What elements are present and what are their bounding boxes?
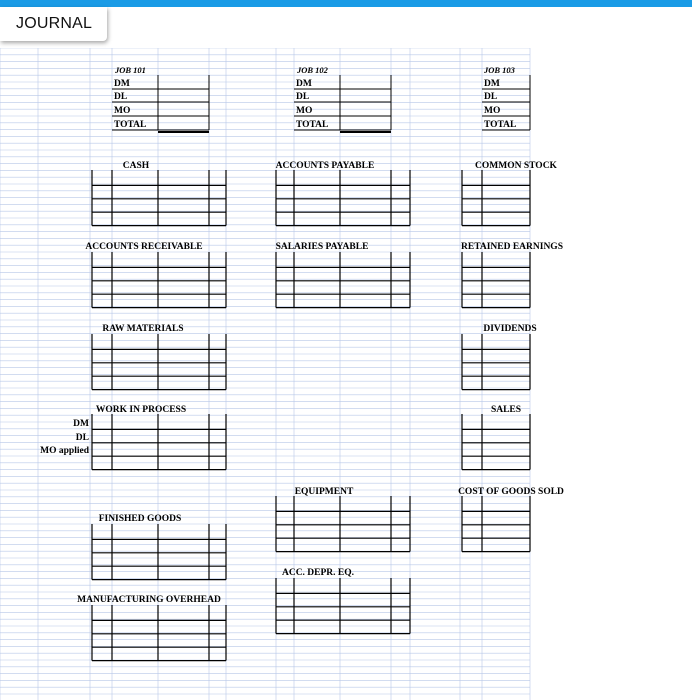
account-title-manufacturing-overhead: MANUFACTURING OVERHEAD	[77, 595, 221, 605]
wip-side-label-mo-applied: MO applied	[40, 446, 89, 456]
sheet-tab-journal[interactable]	[0, 7, 107, 41]
spreadsheet-grid[interactable]	[0, 48, 692, 700]
job-row-label: DM	[484, 79, 500, 89]
job-row-label: DL	[114, 92, 128, 102]
wip-side-label-dm: DM	[73, 419, 89, 429]
account-title-cash: CASH	[122, 161, 150, 171]
account-title-salaries-payable: SALARIES PAYABLE	[275, 242, 369, 252]
account-title-cost-of-goods-sold: COST OF GOODS SOLD	[458, 487, 564, 497]
job-row-label: TOTAL	[484, 120, 517, 130]
job-card-103	[482, 65, 530, 130]
account-title-common-stock: COMMON STOCK	[475, 161, 557, 171]
account-title-finished-goods: FINISHED GOODS	[98, 514, 182, 524]
account-title-accounts-receivable: ACCOUNTS RECEIVABLE	[85, 242, 203, 252]
account-title-raw-materials: RAW MATERIALS	[102, 324, 184, 334]
job-row-label: MO	[484, 106, 501, 116]
top-accent-bar	[0, 0, 692, 7]
job-title: JOB 103	[484, 65, 515, 75]
account-title-work-in-process: WORK IN PROCESS	[95, 405, 187, 415]
account-title-acc-depr-eq: ACC. DEPR. EQ.	[281, 568, 355, 578]
job-title: JOB 102	[297, 65, 328, 75]
job-row-label: MO	[114, 106, 131, 116]
account-title-dividends: DIVIDENDS	[483, 324, 537, 334]
account-title-equipment: EQUIPMENT	[294, 487, 354, 497]
sheet-tab-label: JOURNAL	[16, 15, 93, 32]
job-row-label: DL	[484, 92, 498, 102]
job-title: JOB 101	[115, 65, 146, 75]
job-row-label: TOTAL	[296, 120, 329, 130]
job-row-label: MO	[296, 106, 313, 116]
job-row-label: DL	[296, 92, 310, 102]
account-title-sales: SALES	[490, 405, 522, 415]
wip-side-label-dl: DL	[75, 433, 89, 443]
account-title-accounts-payable: ACCOUNTS PAYABLE	[275, 161, 375, 171]
job-row-label: DM	[114, 79, 130, 89]
job-row-label: TOTAL	[114, 120, 147, 130]
account-title-retained-earnings: RETAINED EARNINGS	[461, 242, 563, 252]
job-row-label: DM	[296, 79, 312, 89]
